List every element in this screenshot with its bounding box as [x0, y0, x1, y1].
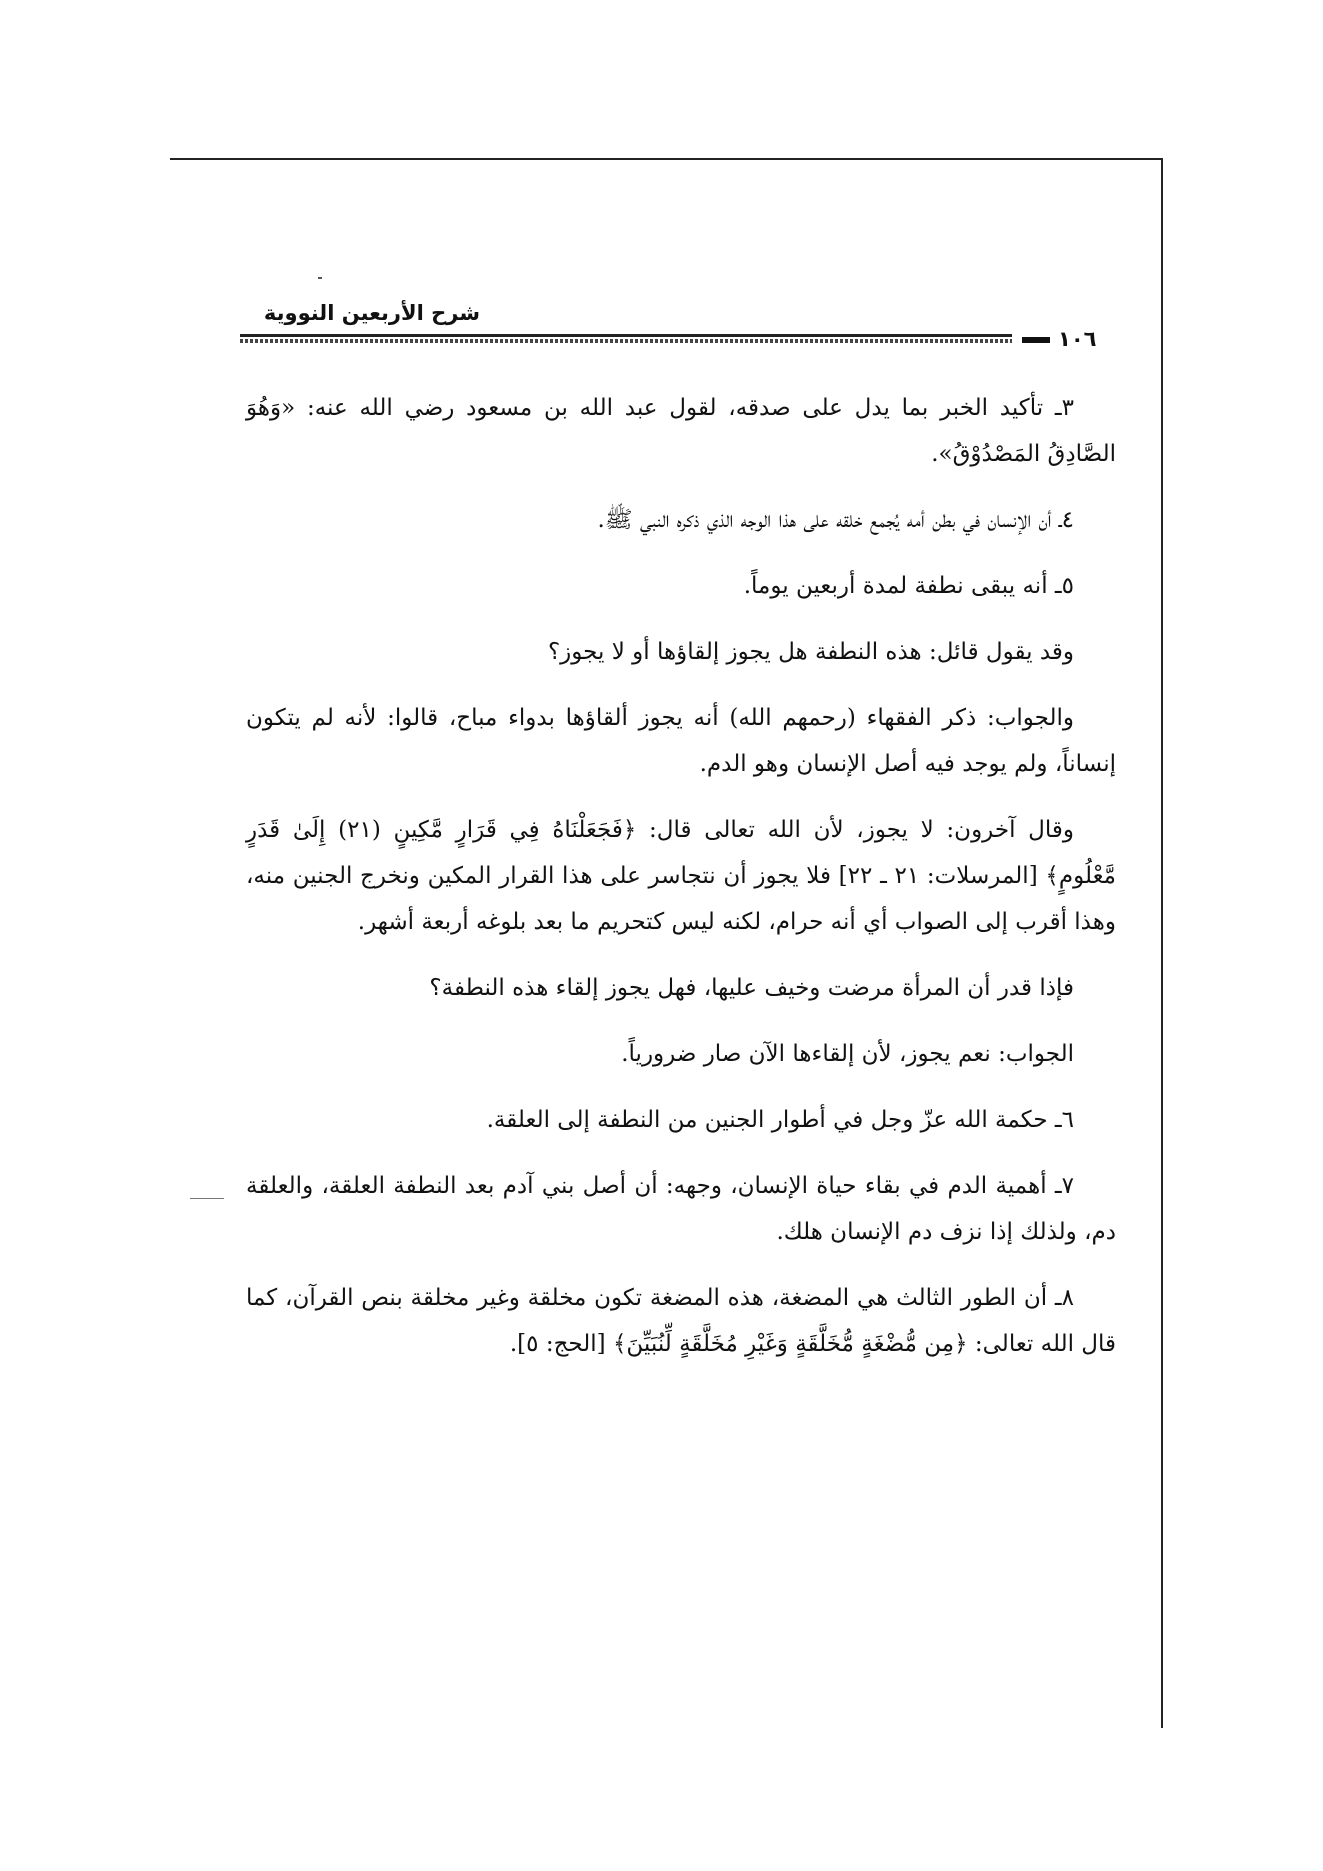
paragraph-answer: والجواب: ذكر الفقهاء (رحمهم الله) أنه يجوز ألقاؤها بدواء مباح، قالوا: لأنه لم يتكون إنساناً، ولم يوجد فيه أصل الإنسان وهو الدم. [246, 705, 1116, 777]
page-number [1022, 326, 1122, 352]
page-body [246, 385, 1116, 1635]
page-frame-top-rule [170, 158, 1163, 160]
paragraph-point-4: ٤ـ أن الإنسان في بطن أمه يُجمع خلقه على هذا الوجه الذي ذكره النبي ﷺ. [597, 507, 1074, 533]
header-rule-ornament [240, 339, 1012, 343]
paragraph-other-opinion: وقال آخرون: لا يجوز، لأن الله تعالى قال: ﴿فَجَعَلْنَاهُ فِي قَرَارٍ مَّكِينٍ (٢١) إِلَىٰ قَدَرٍ مَّعْلُومٍ﴾ [المرسلات: ٢١ ـ ٢٢] فلا يجوز أن نتجاسر على هذا القرار المكين ونخرج الجنين منه، وهذا أقرب إلى الصواب أي أنه حرام، لكنه ليس كتحريم ما بعد بلوغه أربعة أشهر. [246, 817, 1116, 935]
scan-mark [190, 1198, 224, 1199]
paragraph-question: وقد يقول قائل: هذه النطفة هل يجوز إلقاؤها أو لا يجوز؟ [547, 639, 1074, 665]
paragraph-point-7: ٧ـ أهمية الدم في بقاء حياة الإنسان، وجهه: أن أصل بني آدم بعد النطفة العلقة، والعلقة دم، ولذلك إذا نزف دم الإنسان هلك. [246, 1173, 1116, 1245]
paragraph-point-3: ٣ـ تأكيد الخبر بما يدل على صدقه، لقول عبد الله بن مسعود رضي الله عنه: «وَهُوَ الصَّادِقُ المَصْدُوْقُ». [246, 395, 1116, 467]
scan-speck [318, 277, 322, 279]
paragraph-answer-2: الجواب: نعم يجوز، لأن إلقاءها الآن صار ضرورياً. [621, 1041, 1074, 1067]
book-title: شرح الأربعين النووية [263, 301, 480, 325]
paragraph-point-6: ٦ـ حكمة الله عزّ وجل في أطوار الجنين من النطفة إلى العلقة. [486, 1107, 1074, 1133]
page-frame-right-rule [1161, 158, 1163, 1728]
paragraph-question-2: فإذا قدر أن المرأة مرضت وخيف عليها، فهل يجوز إلقاء هذه النطفة؟ [429, 975, 1074, 1001]
header-rule [240, 334, 1012, 337]
running-header [240, 298, 1122, 352]
paragraph-point-5: ٥ـ أنه يبقى نطفة لمدة أربعين يوماً. [743, 573, 1074, 599]
page-number-text: ١٠٦ [1058, 327, 1097, 351]
paragraph-point-8: ٨ـ أن الطور الثالث هي المضغة، هذه المضغة تكون مخلقة وغير مخلقة بنص القرآن، كما قال الله تعالى: ﴿مِن مُّضْغَةٍ مُّخَلَّقَةٍ وَغَيْرِ مُخَلَّقَةٍ لِّنُبَيِّنَ﴾ [الحج: ٥]. [246, 1285, 1116, 1357]
page-number-bar-icon [1022, 337, 1050, 343]
